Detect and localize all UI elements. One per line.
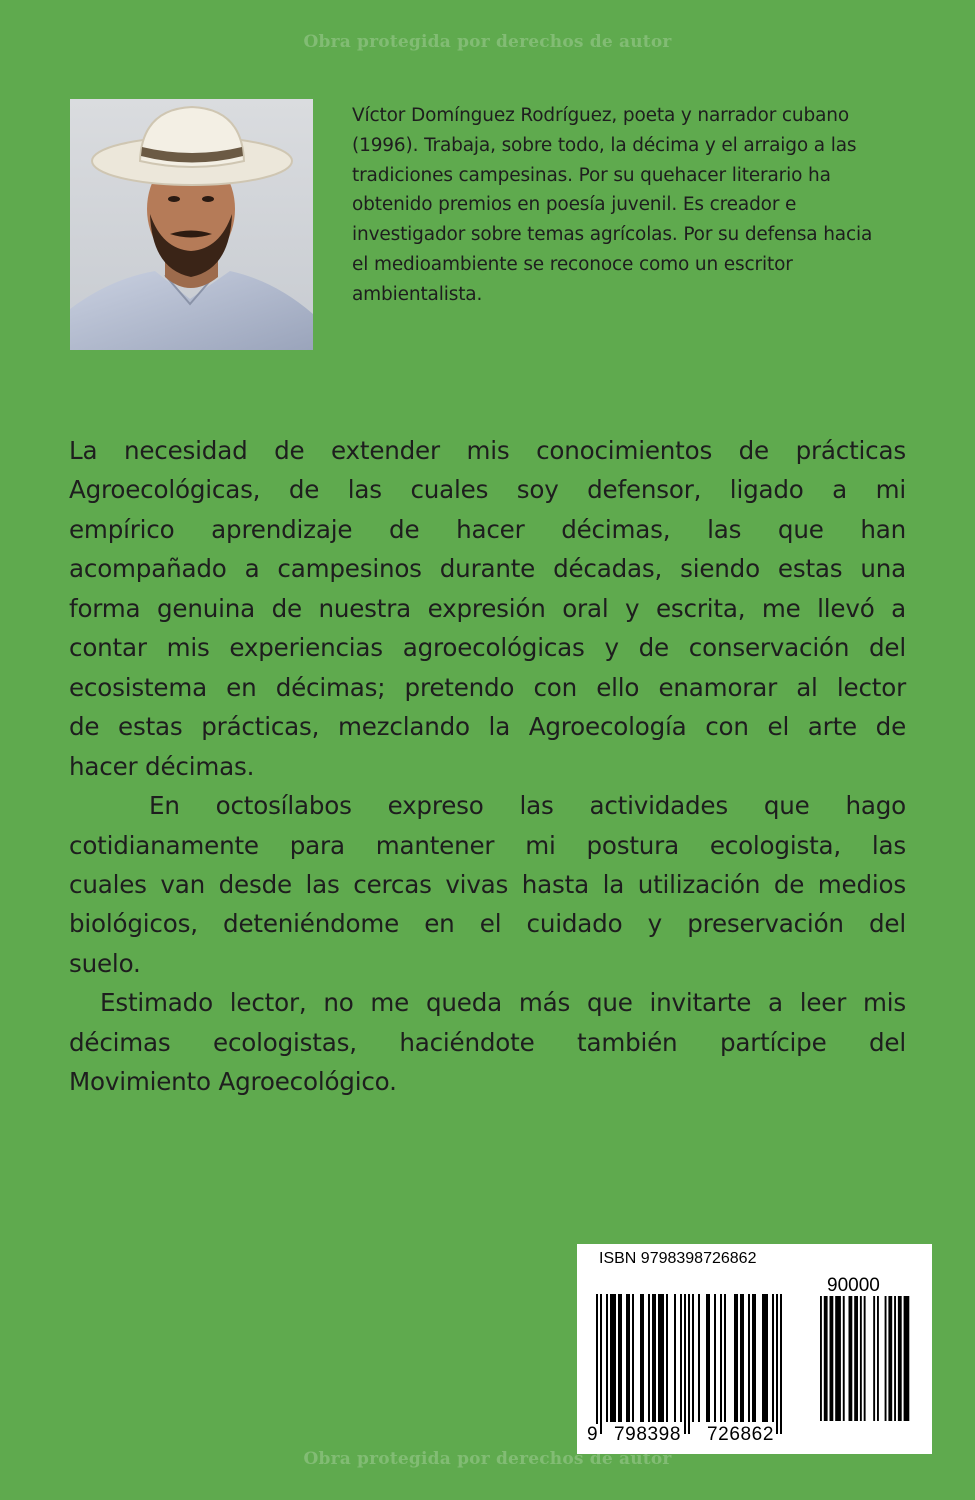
blurb-line: de estas prácticas, mezclando la Agroecología con el arte de: [69, 712, 906, 742]
barcode-bar: [600, 1294, 602, 1434]
barcode-bar: [898, 1296, 902, 1421]
barcode-bar: [820, 1296, 822, 1421]
blurb-line: ecosistema en décimas; pretendo con ello enamorar al lector: [69, 672, 906, 702]
isbn-label: ISBN 9798398726862: [599, 1250, 757, 1267]
barcode-bar: [752, 1294, 756, 1422]
blurb-line: Estimado lector, no me queda más que invitarte a leer mis: [100, 988, 906, 1018]
bio-line: tradiciones campesinas. Por su quehacer literario ha: [352, 164, 831, 186]
barcode-bar: [658, 1294, 664, 1422]
isbn-barcode-box: [577, 1244, 932, 1454]
barcode-bar: [724, 1294, 726, 1422]
barcode-bar: [888, 1296, 892, 1421]
barcode-bar: [706, 1294, 710, 1422]
barcode-bar: [596, 1294, 598, 1434]
author-photo: [70, 99, 313, 350]
barcode-bar: [877, 1296, 879, 1421]
barcode-bar: [674, 1294, 676, 1422]
barcode-bar: [666, 1294, 668, 1422]
barcode-bar: [734, 1294, 738, 1422]
barcode-bar: [776, 1294, 778, 1434]
barcode-bar: [843, 1296, 845, 1421]
blurb-line: empírico aprendizaje de hacer décimas, las que han: [69, 514, 906, 544]
barcode-digit-first: 9: [587, 1424, 599, 1445]
barcode-bar: [606, 1294, 608, 1422]
copyright-watermark-top: Obra protegida por derechos de autor: [303, 32, 672, 52]
barcode-bar: [894, 1296, 896, 1421]
bio-line: (1996). Trabaja, sobre todo, la décima y el arraigo a las: [352, 134, 857, 156]
barcode-bar: [772, 1294, 774, 1422]
bio-line: obtenido premios en poesía juvenil. Es creador e: [352, 194, 797, 216]
barcode-bar: [873, 1296, 875, 1421]
blurb-line: En octosílabos expreso las actividades que hago: [149, 791, 906, 821]
bio-line: ambientalista.: [352, 283, 483, 305]
barcode-bar: [830, 1296, 834, 1421]
barcode-bar: [864, 1296, 866, 1421]
barcode-bar: [698, 1294, 700, 1422]
barcode-bar: [748, 1294, 750, 1422]
barcode-bar: [714, 1294, 716, 1422]
ean-barcode: [596, 1294, 801, 1434]
blurb-line: suelo.: [69, 948, 141, 978]
bio-line: Víctor Domínguez Rodríguez, poeta y narrador cubano: [352, 105, 850, 126]
barcode-bar: [854, 1296, 858, 1421]
barcode-bar: [688, 1294, 690, 1434]
blurb-line: cuales van desde las cercas vivas hasta la utilización de medios: [69, 869, 906, 899]
barcode-bar: [849, 1296, 853, 1421]
price-addon-code: 90000: [827, 1275, 880, 1296]
barcode-bar: [824, 1296, 828, 1421]
barcode-digit-group2: 726862: [707, 1424, 775, 1445]
blurb-line: cotidianamente para mantener mi postura ecologista, las: [69, 830, 906, 860]
barcode-bar: [640, 1294, 644, 1422]
barcode-bar: [610, 1294, 616, 1422]
barcode-bar: [648, 1294, 650, 1422]
barcode-bar: [740, 1294, 744, 1422]
bio-line: el medioambiente se reconoce como un escritor: [352, 253, 793, 275]
barcode-bar: [632, 1294, 634, 1422]
barcode-bar: [626, 1294, 630, 1422]
barcode-bar: [885, 1296, 887, 1421]
barcode-bar: [684, 1294, 686, 1434]
barcode-bar: [720, 1294, 722, 1422]
barcode-bar: [680, 1294, 682, 1422]
barcode-bar: [860, 1296, 862, 1421]
barcode-bar: [692, 1294, 694, 1422]
copyright-watermark-bottom: Obra protegida por derechos de autor: [303, 1449, 672, 1469]
bio-line: investigador sobre temas agrícolas. Por su defensa hacia: [352, 224, 873, 246]
barcode-bar: [762, 1294, 768, 1422]
barcode-bar: [904, 1296, 910, 1421]
blurb-line: décimas ecologistas, haciéndote también partícipe del: [69, 1027, 906, 1057]
addon-barcode: [820, 1296, 910, 1421]
barcode-digit-group1: 798398: [614, 1424, 682, 1445]
blurb-line: biológicos, deteniéndome en el cuidado y preservación del: [69, 909, 906, 939]
blurb-line: Movimiento Agroecológico.: [69, 1067, 397, 1097]
blurb-line: forma genuina de nuestra expresión oral y escrita, me llevó a: [69, 593, 906, 623]
barcode-bar: [780, 1294, 782, 1434]
blurb-line: contar mis experiencias agroecológicas y de conservación del: [69, 633, 906, 663]
barcode-bar: [618, 1294, 622, 1422]
blurb-line: acompañado a campesinos durante décadas, siendo estas una: [69, 554, 906, 584]
barcode-bar: [835, 1296, 841, 1421]
author-bio: [352, 101, 912, 310]
book-blurb: [69, 431, 906, 1102]
blurb-line: hacer décimas.: [69, 751, 255, 781]
barcode-bar: [652, 1294, 656, 1422]
blurb-line: La necesidad de extender mis conocimientos de prácticas: [69, 436, 906, 465]
blurb-line: Agroecológicas, de las cuales soy defensor, ligado a mi: [69, 475, 906, 505]
author-portrait-image: [70, 99, 313, 350]
